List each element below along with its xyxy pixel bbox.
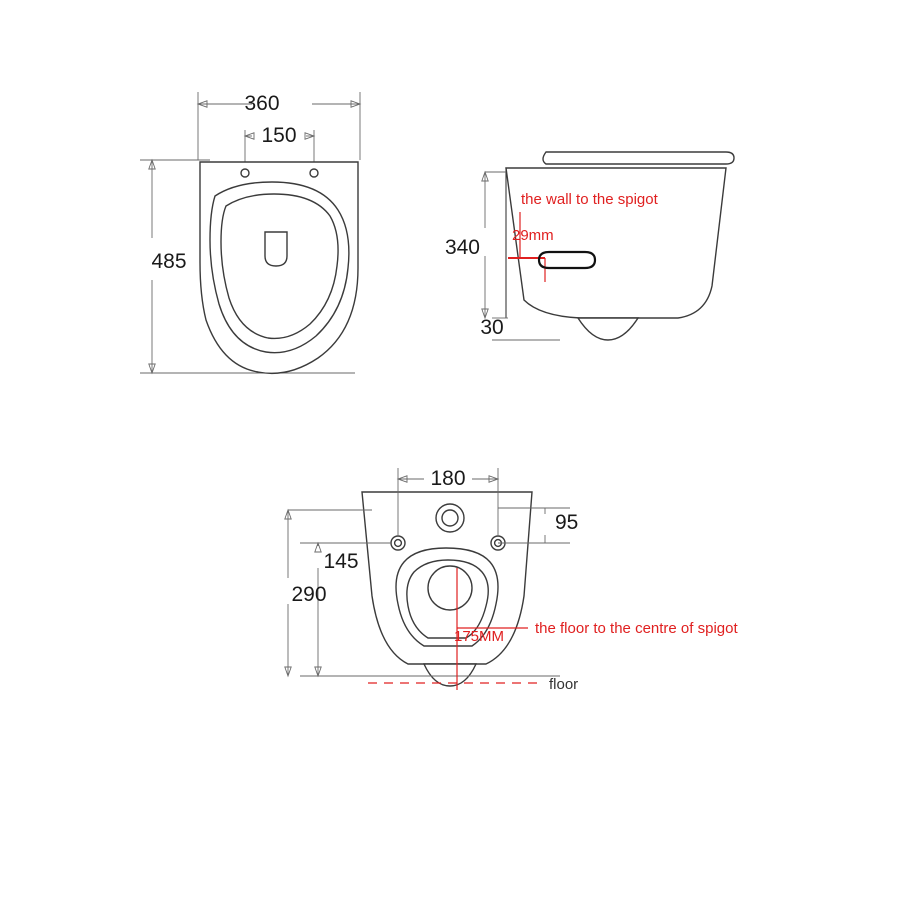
- seat-lid-profile: [543, 152, 734, 164]
- note-floor: floor: [549, 676, 579, 693]
- hinge-hole-left: [241, 169, 249, 177]
- side-view-group: [445, 152, 734, 340]
- dim-label-360: 360: [244, 92, 280, 115]
- note-wall-to-spigot: the wall to the spigot: [521, 191, 658, 208]
- dim-label-150: 150: [261, 124, 297, 147]
- bowl-outlet-feature: [265, 232, 287, 266]
- dim-label-145: 145: [323, 550, 359, 573]
- note-29mm: 29mm: [512, 227, 554, 244]
- dim-label-95: 95: [555, 511, 579, 534]
- outlet-bump-side: [578, 318, 638, 340]
- dim-label-180: 180: [430, 467, 466, 490]
- dim-label-30: 30: [480, 316, 504, 339]
- rear-view-group: [285, 467, 739, 693]
- note-175mm: 175MM: [454, 628, 505, 645]
- top-view-group: [140, 92, 360, 373]
- flush-inlet-hole-inner: [442, 510, 458, 526]
- hinge-hole-right: [310, 169, 318, 177]
- dim-label-340: 340: [444, 236, 480, 259]
- fixing-hole-left-inner: [395, 540, 402, 547]
- dim-label-290: 290: [291, 583, 327, 606]
- dim-label-485: 485: [151, 250, 187, 273]
- spigot-circle-rear: [428, 566, 472, 610]
- note-floor-to-spigot: the floor to the centre of spigot: [535, 620, 738, 637]
